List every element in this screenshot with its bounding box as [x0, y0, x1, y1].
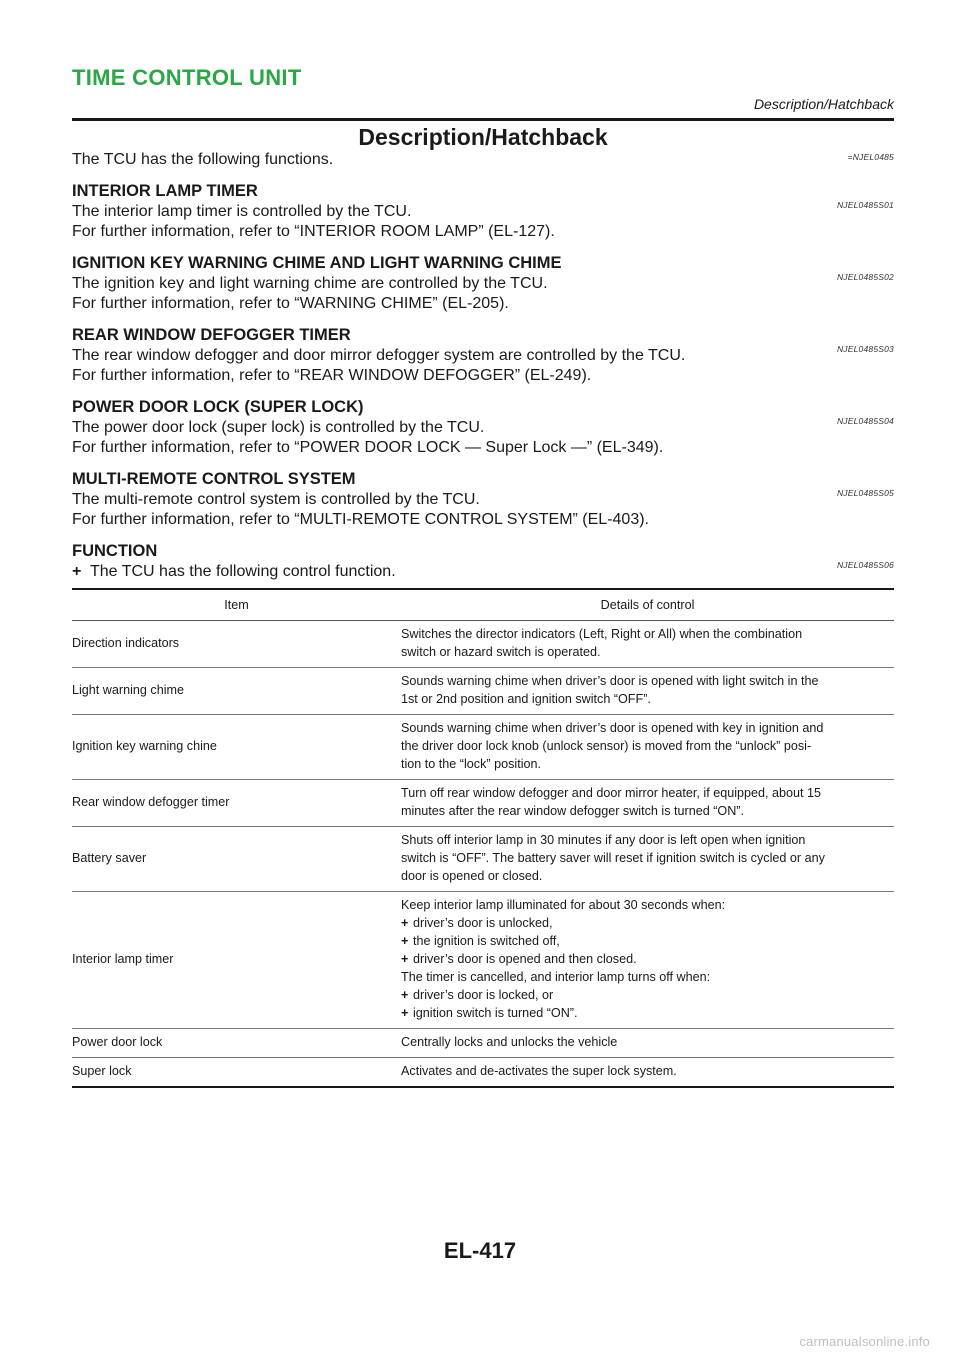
- bullet-text: ignition switch is turned “ON”.: [413, 1006, 578, 1020]
- detail-bullet: [401, 1004, 890, 1022]
- section-heading: [72, 469, 894, 498]
- bullet-mark: +: [401, 1006, 409, 1020]
- column-header-details: Details of control: [401, 589, 894, 621]
- section-power-door-lock: [72, 397, 894, 458]
- page-number: EL-417: [443, 1238, 517, 1263]
- detail-bullet: [401, 950, 890, 968]
- row-details: [401, 715, 894, 780]
- section-code: NJEL0485S05: [836, 488, 894, 498]
- bullet-text: driver’s door is locked, or: [413, 988, 554, 1002]
- row-item: Super lock: [72, 1058, 401, 1088]
- section-multi-remote-control: [72, 469, 894, 530]
- section-code: NJEL0485S04: [836, 416, 894, 426]
- detail-line: switch is “OFF”. The battery saver will reset if ignition switch is cycled or any: [401, 851, 825, 865]
- bullet-text: The TCU has the following control function.: [90, 563, 396, 580]
- header-title: TIME CONTROL UNIT: [72, 65, 302, 90]
- row-details: [401, 1029, 894, 1058]
- detail-line: Sounds warning chime when driver’s door is opened with key in ignition and: [401, 721, 824, 735]
- detail-line: Turn off rear window defogger and door mirror heater, if equipped, about 15: [401, 786, 822, 800]
- column-header-item: Item: [72, 589, 401, 621]
- section-line: For further information, refer to “INTERIOR ROOM LAMP” (EL-127).: [72, 223, 555, 240]
- table-row: [72, 1029, 894, 1058]
- row-item: Interior lamp timer: [72, 892, 401, 1029]
- function-bullet-line: [72, 562, 894, 582]
- row-details: [401, 1058, 894, 1088]
- page-header: [72, 65, 894, 112]
- row-details: [401, 827, 894, 892]
- bullet-mark: +: [401, 952, 409, 966]
- detail-line: switch or hazard switch is operated.: [401, 645, 601, 659]
- row-details: [401, 780, 894, 827]
- page-heading-code: =NJEL0485: [847, 152, 894, 162]
- detail-bullet: [401, 986, 890, 1004]
- detail-line: the driver door lock knob (unlock sensor) is moved from the “unlock” posi-: [401, 739, 812, 753]
- section-heading: [72, 253, 894, 282]
- section-heading: [72, 325, 894, 354]
- table-row: [72, 1058, 894, 1088]
- row-details: [401, 668, 894, 715]
- bullet-mark: +: [401, 916, 409, 930]
- section-interior-lamp-timer: [72, 181, 894, 242]
- section-line: The power door lock (super lock) is controlled by the TCU.: [72, 419, 485, 436]
- section-title: FUNCTION: [72, 542, 158, 560]
- table-row: [72, 668, 894, 715]
- section-heading: [72, 541, 894, 570]
- section-line: For further information, refer to “REAR WINDOW DEFOGGER” (EL-249).: [72, 367, 592, 384]
- detail-line: The timer is cancelled, and interior lamp turns off when:: [401, 970, 711, 984]
- section-line: For further information, refer to “MULTI-REMOTE CONTROL SYSTEM” (EL-403).: [72, 511, 649, 528]
- row-item: Light warning chime: [72, 668, 401, 715]
- table-row: [72, 892, 894, 1029]
- detail-line: Activates and de-activates the super lock system.: [401, 1064, 677, 1078]
- bullet-text: driver’s door is opened and then closed.: [413, 952, 637, 966]
- detail-line: door is opened or closed.: [401, 869, 543, 883]
- header-subtitle: Description/Hatchback: [753, 96, 894, 112]
- section-line: For further information, refer to “POWER DOOR LOCK — Super Lock —” (EL-349).: [72, 439, 664, 456]
- row-details: [401, 621, 894, 668]
- table-header-row: [72, 589, 894, 621]
- table-row: [72, 780, 894, 827]
- section-code: NJEL0485S02: [836, 272, 894, 282]
- detail-line: Keep interior lamp illuminated for about 30 seconds when:: [401, 898, 726, 912]
- section-code: NJEL0485S06: [836, 560, 894, 570]
- row-details: [401, 892, 894, 1029]
- section-code: NJEL0485S01: [836, 200, 894, 210]
- bullet-mark: +: [72, 563, 82, 580]
- section-line: The multi-remote control system is controlled by the TCU.: [72, 491, 480, 508]
- detail-line: 1st or 2nd position and ignition switch “OFF”.: [401, 692, 651, 706]
- table-row: [72, 621, 894, 668]
- table-row: [72, 827, 894, 892]
- section-code: NJEL0485S03: [836, 344, 894, 354]
- bullet-mark: +: [401, 988, 409, 1002]
- row-item: Rear window defogger timer: [72, 780, 401, 827]
- row-item: Ignition key warning chine: [72, 715, 401, 780]
- section-line: For further information, refer to “WARNING CHIME” (EL-205).: [72, 295, 509, 312]
- header-rule: [72, 118, 894, 121]
- detail-line: Sounds warning chime when driver’s door is opened with light switch in the: [401, 674, 819, 688]
- section-line: The rear window defogger and door mirror defogger system are controlled by the TCU.: [72, 347, 686, 364]
- section-heading: [72, 181, 894, 210]
- page-content: [72, 124, 894, 1088]
- table-row: [72, 715, 894, 780]
- detail-line: tion to the “lock” position.: [401, 757, 542, 771]
- watermark-link[interactable]: carmanualsonline.info: [799, 1334, 930, 1349]
- bullet-text: the ignition is switched off,: [413, 934, 560, 948]
- bullet-mark: +: [401, 934, 409, 948]
- detail-line: Shuts off interior lamp in 30 minutes if any door is left open when ignition: [401, 833, 806, 847]
- section-title: MULTI-REMOTE CONTROL SYSTEM: [72, 470, 356, 488]
- control-function-table: [72, 588, 894, 1088]
- detail-line: minutes after the rear window defogger switch is turned “ON”.: [401, 804, 744, 818]
- section-rear-window-defogger-timer: [72, 325, 894, 386]
- section-title: IGNITION KEY WARNING CHIME AND LIGHT WARNING CHIME: [72, 254, 562, 272]
- section-heading: [72, 397, 894, 426]
- bullet-text: driver’s door is unlocked,: [413, 916, 553, 930]
- detail-line: Switches the director indicators (Left, Right or All) when the combination: [401, 627, 803, 641]
- page-heading-text: Description/Hatchback: [358, 124, 608, 150]
- section-line: The interior lamp timer is controlled by the TCU.: [72, 203, 412, 220]
- section-warning-chime: [72, 253, 894, 314]
- detail-bullet: [401, 914, 890, 932]
- section-function: [72, 541, 894, 1088]
- intro-text: The TCU has the following functions.: [72, 151, 334, 168]
- detail-line: Centrally locks and unlocks the vehicle: [401, 1035, 618, 1049]
- row-item: Direction indicators: [72, 621, 401, 668]
- row-item: Power door lock: [72, 1029, 401, 1058]
- detail-bullet: [401, 932, 890, 950]
- section-title: INTERIOR LAMP TIMER: [72, 182, 258, 200]
- section-line: The ignition key and light warning chime are controlled by the TCU.: [72, 275, 548, 292]
- section-title: REAR WINDOW DEFOGGER TIMER: [72, 326, 351, 344]
- section-title: POWER DOOR LOCK (SUPER LOCK): [72, 398, 364, 416]
- row-item: Battery saver: [72, 827, 401, 892]
